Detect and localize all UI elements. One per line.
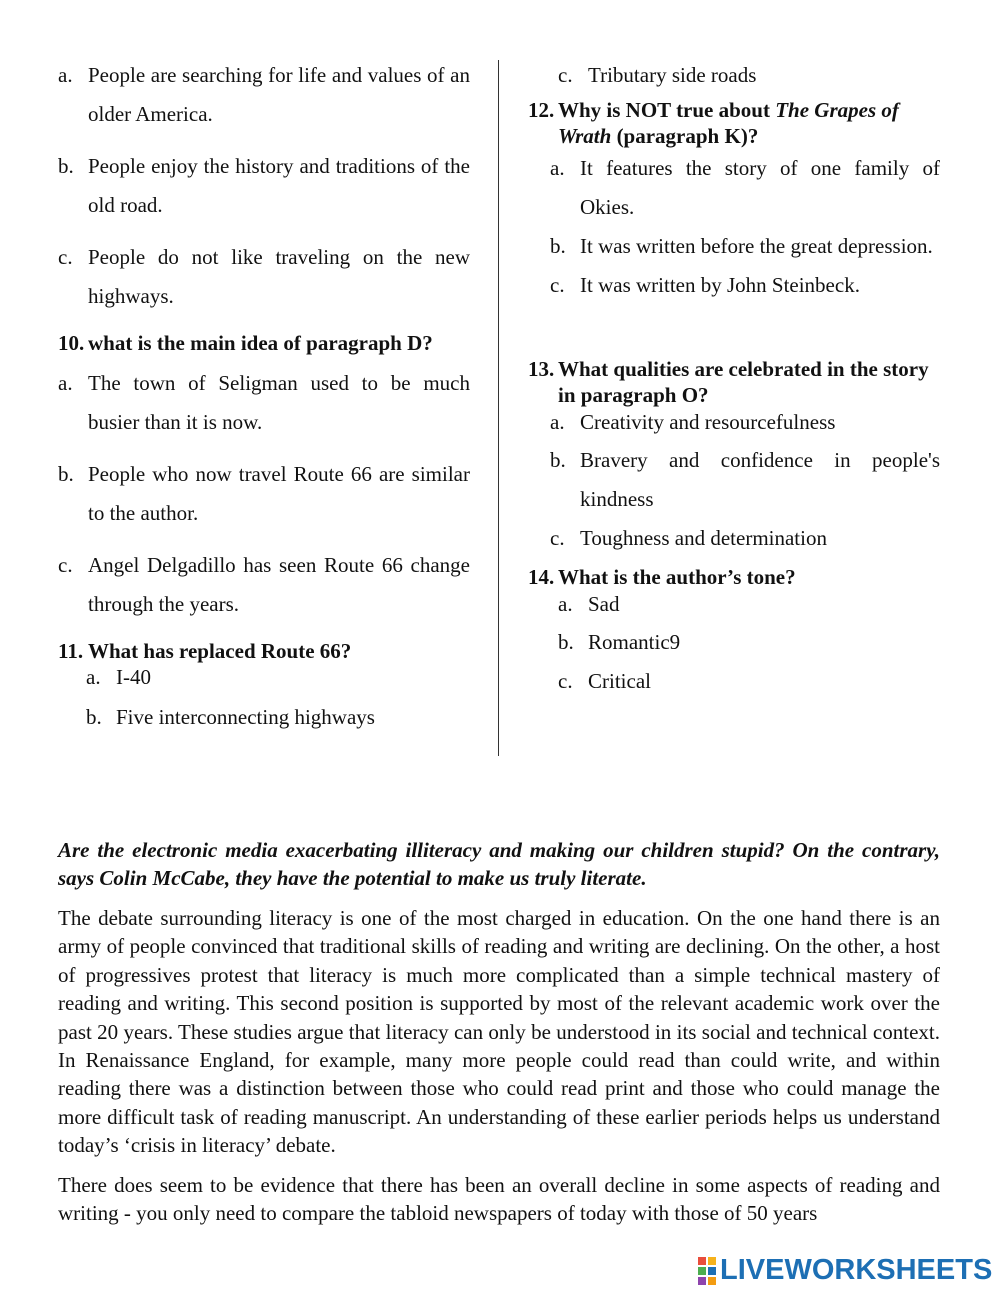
q9-option-c[interactable]: c. People do not like traveling on the new highways. [58,245,470,308]
passage-paragraph-1: The debate surrounding literacy is one of the most charged in education. On the one hand there is an army of people convinced that traditional skills of reading and writing are declining. On the other, a host of progressives protest that literacy is much more complicated than a simple technical mastery of reading and writing. This second position is supported by most of the relevant academic work over the past 20 years. These studies argue that literacy can only be understood in its social and technical context. In Renaissance England, for example, many more people could read than could write, and within reading there was a distinction between those who could read print and those who could manage the more difficult task of reading manuscript. An understanding of these earlier periods helps us understand today’s ‘crisis in literacy’ debate. [58,906,940,1158]
q10-option-a[interactable]: a. The town of Seligman used to be much busier than it is now. [58,371,470,434]
logo-block-5 [698,1277,706,1285]
q12-option-a[interactable]: a. It features the story of one family of Okies. [550,156,940,219]
q11-option-b[interactable]: b. Five interconnecting highways [86,705,375,729]
q10-option-b[interactable]: b. People who now travel Route 66 are similar to the author. [58,462,470,525]
logo-text: LIVEWORKSHEETS [720,1254,993,1286]
q11-option-c[interactable]: c. Tributary side roads [558,63,757,87]
question-11: 11. What has replaced Route 66? [58,639,352,663]
question-12: 12. Why is NOT true about The Grapes of Wrath (paragraph K)? [528,98,899,148]
q11-option-a[interactable]: a. I-40 [86,665,151,689]
logo-block-1 [698,1257,706,1265]
q13-option-a[interactable]: a. Creativity and resourcefulness [550,410,836,434]
q9-option-a[interactable]: a. People are searching for life and values of an older America. [58,63,470,126]
q13-option-b[interactable]: b. Bravery and confidence in people's kindness [550,448,940,511]
q9-option-b[interactable]: b. People enjoy the history and traditions of the old road. [58,154,470,217]
right-column [528,56,940,701]
question-14: 14. What is the author’s tone? [528,565,796,589]
passage-paragraph-2: There does seem to be evidence that there has been an overall decline in some aspects of reading and writing - you only need to compare the tabloid newspapers of today with those of 50 years [58,1172,940,1226]
q12-text: Why is NOT true about [558,98,776,122]
q12-text-end: (paragraph K)? [611,124,759,148]
question-10: 10. what is the main idea of paragraph D? [58,331,433,355]
q12-option-b[interactable]: b. It was written before the great depression. [550,234,933,258]
reading-passage [58,836,940,1238]
logo-block-6 [708,1277,716,1285]
logo-mark-icon [698,1257,716,1285]
logo-block-4 [708,1267,716,1275]
q14-option-b[interactable]: b. Romantic9 [558,630,681,654]
question-13: 13. What qualities are celebrated in the story in paragraph O? [528,357,929,407]
q13-option-c[interactable]: c. Toughness and determination [550,526,827,550]
q12-book-title: The Grapes of Wrath [558,98,899,148]
q10-option-c[interactable]: c. Angel Delgadillo has seen Route 66 change through the years. [58,553,470,616]
q12-option-c[interactable]: c. It was written by John Steinbeck. [550,273,860,297]
passage-intro: Are the electronic media exacerbating illiteracy and making our children stupid? On the contrary, says Colin McCabe, they have the potential to make us truly literate. [58,838,940,890]
q14-option-c[interactable]: c. Critical [558,669,651,693]
q14-option-a[interactable]: a. Sad [558,592,620,616]
column-divider [498,60,499,756]
logo-block-2 [708,1257,716,1265]
liveworksheets-logo [698,1254,992,1287]
logo-block-3 [698,1267,706,1275]
left-column [58,56,470,737]
